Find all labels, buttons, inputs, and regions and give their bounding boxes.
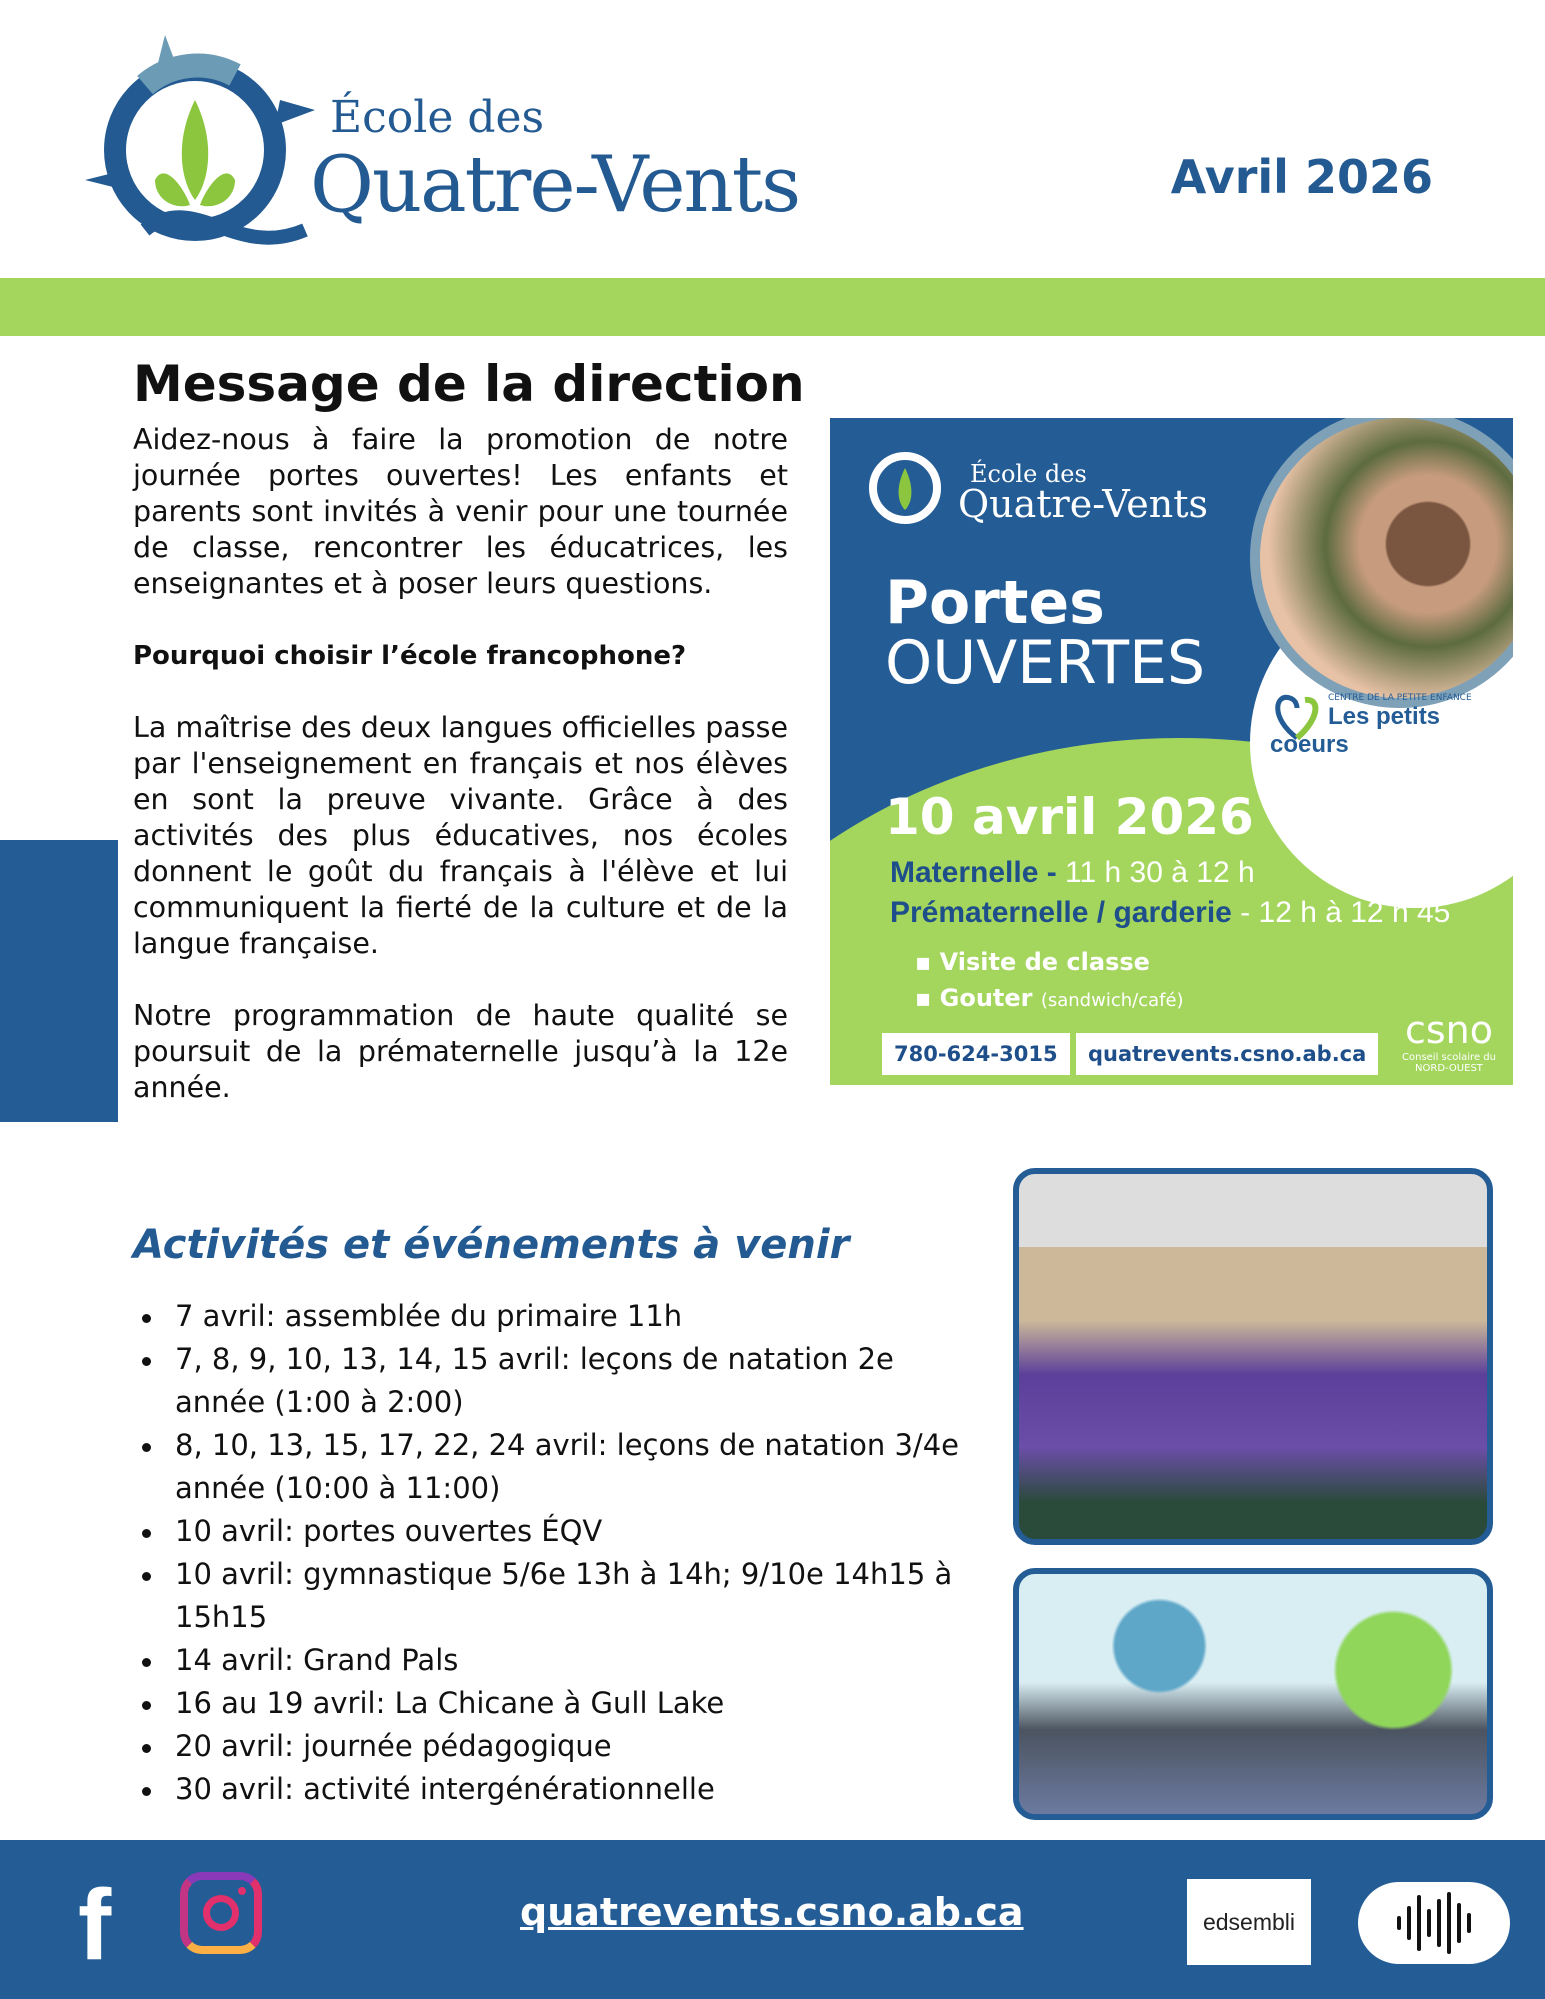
logo-line2: Quatre-Vents (310, 140, 800, 230)
schedule-prematernelle (890, 896, 1450, 930)
list-item: 8, 10, 13, 15, 17, 22, 24 avril: leçons de natation 3/4e année (10:00 à 11:00) (140, 1424, 990, 1510)
schedule-maternelle (890, 856, 1255, 890)
message-body (133, 422, 788, 1142)
schedule-time: - 12 h à 12 h 45 (1231, 896, 1451, 929)
partner-name: Les petits coeurs (1270, 703, 1441, 758)
bullet-text: Gouter (939, 984, 1033, 1012)
poster-logo-line2: Quatre-Vents (958, 482, 1208, 526)
open-house-poster (830, 418, 1513, 1085)
phone-box: 780-624-3015 (882, 1033, 1070, 1075)
message-paragraph: La maîtrise des deux langues officielles passe par l'enseignement en français et nos élèves en sont la preuve vivante. Grâce à des activités des plus éducatives, nos écoles donnent le goût du français à l'élève et lui communiquent la fierté de la culture et de la langue française. (133, 711, 788, 960)
list-item: 16 au 19 avril: La Chicane à Gull Lake (140, 1682, 990, 1725)
compass-fleur-de-lis-icon (85, 30, 325, 260)
list-item: 7, 8, 9, 10, 13, 14, 15 avril: leçons de natation 2e année (1:00 à 2:00) (140, 1338, 990, 1424)
list-item: 30 avril: activité intergénérationnelle (140, 1768, 990, 1811)
event-date: 10 avril 2026 (885, 788, 1254, 846)
partner-caption: CENTRE DE LA PETITE ENFANCE (1328, 693, 1472, 703)
poster-subtitle: OUVERTES (885, 628, 1206, 698)
facebook-icon[interactable]: f (78, 1869, 112, 1981)
csno-wordmark: csno (1404, 1008, 1493, 1052)
message-paragraph: Notre programmation de haute qualité se poursuit de la prématernelle jusqu’à la 12e année. (133, 999, 788, 1104)
list-item: 10 avril: gymnastique 5/6e 13h à 14h; 9/10e 14h15 à 15h15 (140, 1553, 990, 1639)
list-item: 20 avril: journée pédagogique (140, 1725, 990, 1768)
list-item: 10 avril: portes ouvertes ÉQV (140, 1510, 990, 1553)
instagram-icon[interactable] (180, 1872, 262, 1954)
csno-logo (1402, 1008, 1496, 1074)
website-link[interactable]: quatrevents.csno.ab.ca (520, 1890, 1024, 1934)
school-logo (85, 30, 825, 260)
poster-title: Portes (885, 568, 1105, 638)
list-item: 14 avril: Grand Pals (140, 1639, 990, 1682)
list-item: 7 avril: assemblée du primaire 11h (140, 1295, 990, 1338)
students-photo (1013, 1168, 1493, 1545)
compass-logo-icon (860, 438, 960, 538)
schedule-time: 11 h 30 à 12 h (1056, 856, 1255, 889)
poster-bullet: ▪ Visite de classe (915, 948, 1150, 976)
partner-logo (1270, 693, 1513, 759)
heart-icon (1270, 688, 1325, 743)
bullet-text: Visite de classe (939, 948, 1150, 976)
poster-logo-line1: École des (970, 460, 1087, 488)
website-box: quatrevents.csno.ab.ca (1076, 1033, 1378, 1075)
schedule-label: Prématernelle / garderie (890, 896, 1232, 929)
activities-title: Activités et événements à venir (133, 1222, 850, 1268)
csno-line2: NORD-OUEST (1415, 1063, 1483, 1074)
green-divider (0, 278, 1545, 336)
schedule-label: Maternelle - (890, 856, 1057, 889)
poster-bullet: ▪ Gouter (sandwich/café) (915, 984, 1184, 1012)
message-title: Message de la direction (133, 355, 805, 413)
issue-date: Avril 2026 (1170, 150, 1433, 204)
message-paragraph: Aidez-nous à faire la promotion de notre journée portes ouvertes! Les enfants et parents sont invités à venir pour une tournée de classe, rencontrer les éducatrices, les enseignantes et à poser leurs questions. (133, 423, 788, 600)
logo-line1: École des (330, 92, 545, 143)
podcast-icon[interactable] (1358, 1882, 1510, 1964)
edsembli-logo[interactable]: edsembli (1187, 1879, 1311, 1965)
blue-accent-block (0, 840, 118, 1122)
csno-line1: Conseil scolaire du (1402, 1052, 1496, 1063)
events-list (140, 1295, 990, 1811)
message-subtitle: Pourquoi choisir l’école francophone? (133, 641, 687, 671)
bullet-note: (sandwich/café) (1040, 990, 1184, 1011)
group-photo (1013, 1568, 1493, 1820)
poster-logo (860, 438, 1208, 542)
